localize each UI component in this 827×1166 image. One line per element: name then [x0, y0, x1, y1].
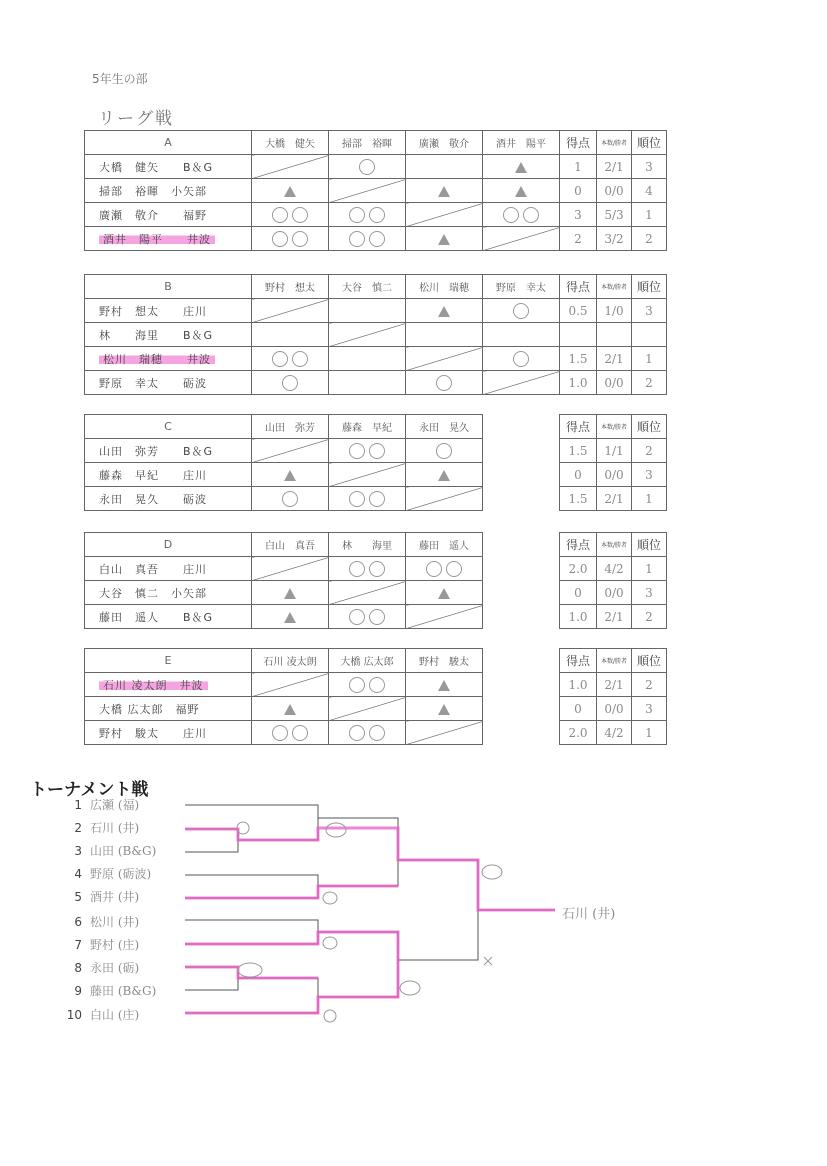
points-header: 得点	[560, 533, 597, 557]
rank: 3	[632, 299, 667, 323]
player-name-highlight: 松川 瑞穂 井波	[99, 353, 215, 366]
player-name: 林 海里 B＆G	[85, 323, 252, 347]
wins: 0/0	[597, 463, 632, 487]
bracket-line	[238, 828, 318, 840]
entry-number: 5	[74, 890, 82, 904]
entry-number: 9	[74, 984, 82, 998]
points: 1.0	[560, 371, 597, 395]
entry-name: 野村 (庄)	[90, 938, 140, 952]
rank: 1	[632, 347, 667, 371]
opponent-header: 藤森 早紀	[329, 415, 406, 439]
wins-header: 本数/勝者	[597, 131, 632, 155]
rank: 3	[632, 581, 667, 605]
points-header: 得点	[560, 649, 597, 673]
entry-name: 松川 (井)	[90, 915, 140, 929]
opponent-header: 林 海里	[329, 533, 406, 557]
points: 1.0	[560, 605, 597, 629]
wins: 2/1	[597, 155, 632, 179]
points-header: 得点	[560, 275, 597, 299]
bracket-line	[398, 860, 478, 960]
rank: 1	[632, 721, 667, 745]
wins-header: 本数/勝者	[597, 533, 632, 557]
league-subtitle: リーグ戦	[98, 109, 174, 129]
points: 3	[560, 203, 597, 227]
player-name: 大橋 広太郎 福野	[85, 697, 252, 721]
wins: 0/0	[597, 179, 632, 203]
tournament-winner: 石川 (井)	[562, 907, 616, 922]
opponent-header: 松川 瑞穂	[406, 275, 483, 299]
points-header: 得点	[560, 415, 597, 439]
opponent-header: 白山 真吾	[252, 533, 329, 557]
points: 0	[560, 581, 597, 605]
opponent-header: 石川 凌太朗	[252, 649, 329, 673]
wins-header: 本数/勝者	[597, 415, 632, 439]
group-label: B	[85, 275, 252, 299]
points: 1.5	[560, 487, 597, 511]
wins: 2/1	[597, 347, 632, 371]
rank: 2	[632, 227, 667, 251]
bracket-line	[185, 829, 238, 852]
wins: 0/0	[597, 581, 632, 605]
player-name: 藤田 遥人 B＆G	[85, 605, 252, 629]
entry-number: 7	[74, 938, 82, 952]
opponent-header: 大谷 慎二	[329, 275, 406, 299]
points: 2.0	[560, 557, 597, 581]
wins: 2/1	[597, 605, 632, 629]
rank: 2	[632, 605, 667, 629]
entry-number: 3	[74, 844, 82, 858]
rank: 2	[632, 673, 667, 697]
entry-number: 6	[74, 915, 82, 929]
points-header: 得点	[560, 131, 597, 155]
rank-header: 順位	[632, 415, 667, 439]
wins: 0/0	[597, 697, 632, 721]
player-name: 藤森 早紀 庄川	[85, 463, 252, 487]
player-name: 山田 弥芳 B＆G	[85, 439, 252, 463]
player-name-highlight: 石川 凌太朗 井波	[99, 679, 208, 692]
bracket-line	[185, 978, 318, 1013]
wins: 3/2	[597, 227, 632, 251]
entry-name: 山田 (B&G)	[90, 844, 157, 858]
rank: 2	[632, 371, 667, 395]
player-name: 白山 真吾 庄川	[85, 557, 252, 581]
entry-name: 永田 (砺)	[90, 961, 140, 975]
result-marks	[237, 822, 502, 1022]
points: 0	[560, 463, 597, 487]
opponent-header: 酒井 陽平	[483, 131, 560, 155]
bracket-line	[185, 920, 318, 944]
opponent-header: 藤田 遥人	[406, 533, 483, 557]
rank: 1	[632, 487, 667, 511]
group-label: C	[85, 415, 252, 439]
rank: 1	[632, 557, 667, 581]
player-name: 大谷 慎二 小矢部	[85, 581, 252, 605]
wins: 5/3	[597, 203, 632, 227]
entry-number: 8	[74, 961, 82, 975]
player-name: 野村 駿太 庄川	[85, 721, 252, 745]
opponent-header: 掃部 裕暉	[329, 131, 406, 155]
rank: 4	[632, 179, 667, 203]
points: 2.0	[560, 721, 597, 745]
player-name-highlight: 酒井 陽平 井波	[99, 233, 215, 246]
rank: 2	[632, 439, 667, 463]
group-label: D	[85, 533, 252, 557]
bracket-line	[185, 805, 318, 828]
bracket-line	[185, 875, 318, 898]
points: 1.5	[560, 439, 597, 463]
rank: 3	[632, 155, 667, 179]
entry-name: 白山 (庄)	[90, 1008, 140, 1022]
entry-name: 野原 (砺波)	[90, 867, 152, 881]
wins: 1/0	[597, 299, 632, 323]
entry-number: 4	[74, 867, 82, 881]
wins-header: 本数/勝者	[597, 275, 632, 299]
points: 1.5	[560, 347, 597, 371]
tournament-title: トーナメント戦	[30, 780, 149, 800]
rank-header: 順位	[632, 533, 667, 557]
group-label: E	[85, 649, 252, 673]
entry-number: 2	[74, 821, 82, 835]
wins: 4/2	[597, 557, 632, 581]
opponent-header: 永田 晃久	[406, 415, 483, 439]
opponent-header: 野村 駿太	[406, 649, 483, 673]
entry-name: 酒井 (井)	[90, 890, 140, 904]
player-name: 野原 幸太 砺波	[85, 371, 252, 395]
rank-header: 順位	[632, 131, 667, 155]
player-name: 廣瀬 敬介 福野	[85, 203, 252, 227]
wins: 2/1	[597, 487, 632, 511]
bracket-line	[318, 932, 398, 997]
entry-number: 1	[74, 798, 82, 812]
player-name: 掃部 裕暉 小矢部	[85, 179, 252, 203]
opponent-header: 廣瀬 敬介	[406, 131, 483, 155]
points: 1	[560, 155, 597, 179]
group-label: A	[85, 131, 252, 155]
points: 0	[560, 179, 597, 203]
player-name: 永田 晃久 砺波	[85, 487, 252, 511]
entry-name: 広瀬 (福)	[90, 798, 140, 812]
entry-name: 藤田 (B&G)	[90, 984, 157, 998]
opponent-header: 野村 想太	[252, 275, 329, 299]
opponent-header: 大橋 広太郎	[329, 649, 406, 673]
wins-header: 本数/勝者	[597, 649, 632, 673]
rank-header: 順位	[632, 275, 667, 299]
rank: 3	[632, 697, 667, 721]
points: 2	[560, 227, 597, 251]
rank-header: 順位	[632, 649, 667, 673]
opponent-header: 山田 弥芳	[252, 415, 329, 439]
player-name: 大橋 健矢 B＆G	[85, 155, 252, 179]
wins: 4/2	[597, 721, 632, 745]
points: 0	[560, 697, 597, 721]
wins: 1/1	[597, 439, 632, 463]
opponent-header: 野原 幸太	[483, 275, 560, 299]
entry-name: 石川 (井)	[90, 821, 140, 835]
wins: 0/0	[597, 371, 632, 395]
entry-number: 10	[66, 1008, 82, 1022]
points: 1.0	[560, 673, 597, 697]
opponent-header: 大橋 健矢	[252, 131, 329, 155]
points: 0.5	[560, 299, 597, 323]
wins: 2/1	[597, 673, 632, 697]
rank: 1	[632, 203, 667, 227]
player-name: 野村 想太 庄川	[85, 299, 252, 323]
page-title: 5年生の部	[92, 72, 148, 86]
rank: 3	[632, 463, 667, 487]
bracket-line	[185, 967, 238, 990]
